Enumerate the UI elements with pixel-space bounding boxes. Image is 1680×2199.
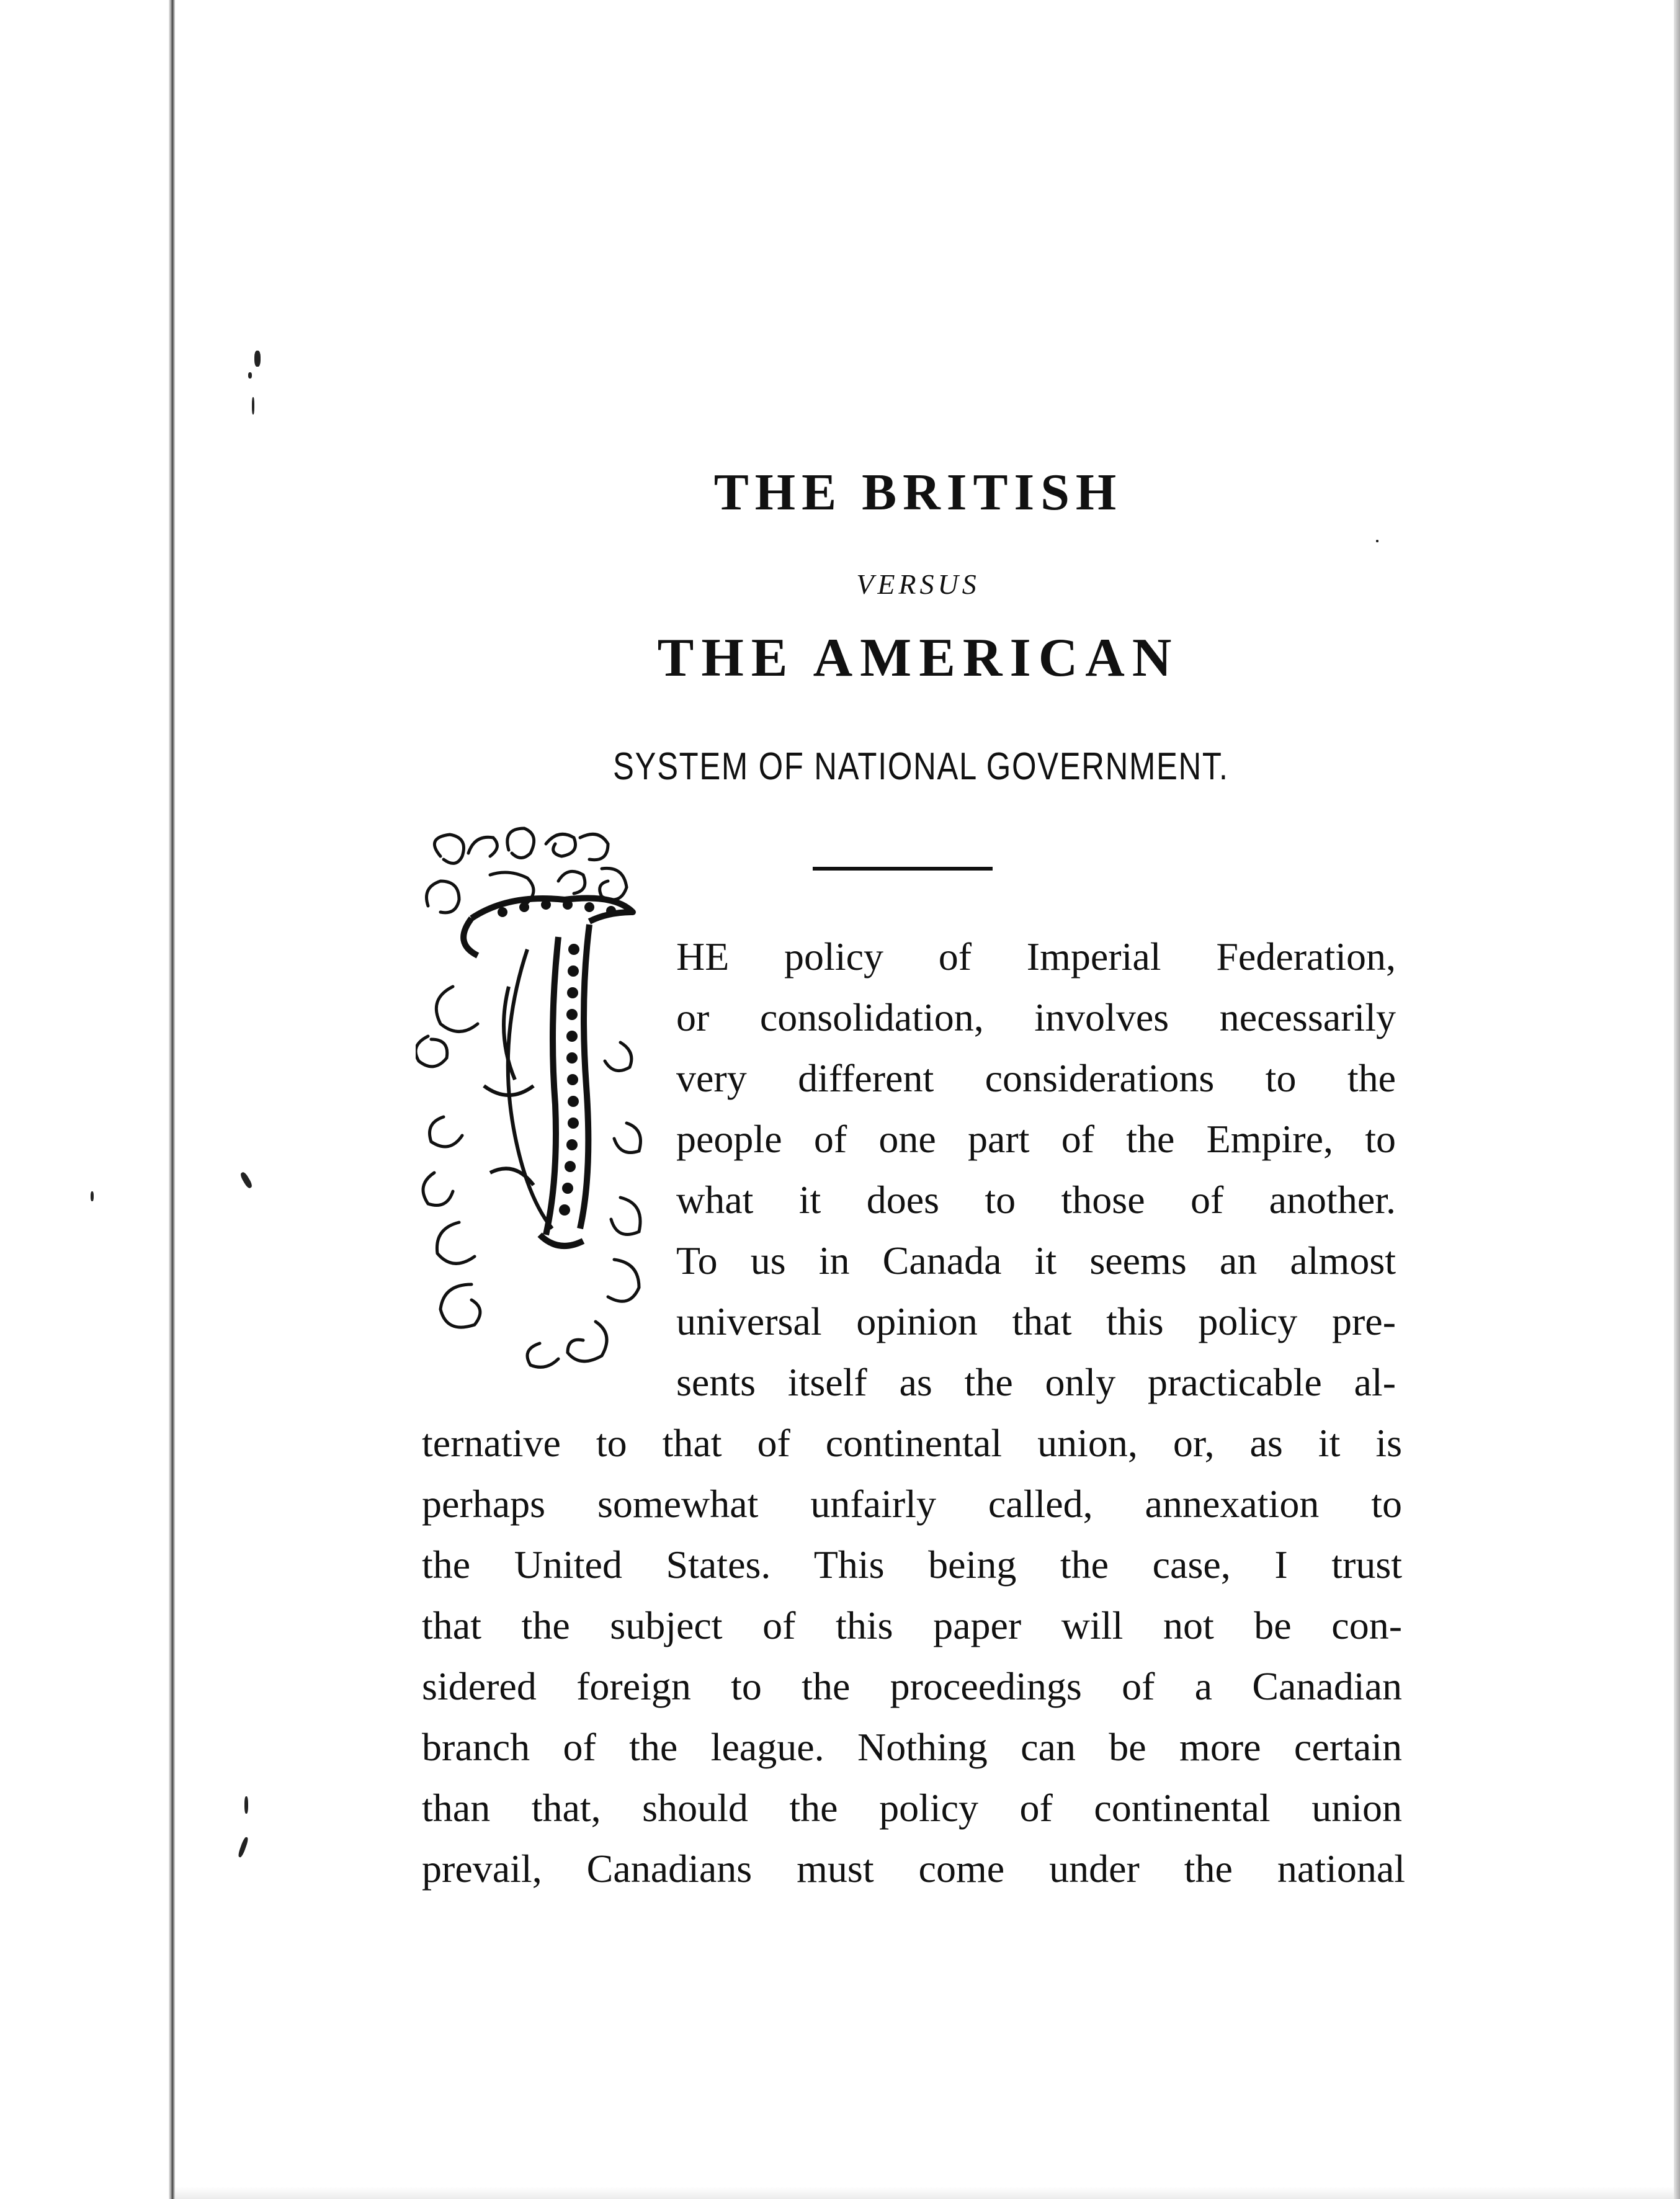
body-line: that the subject of this paper will not be con- bbox=[422, 1603, 1402, 1647]
body-line: perhaps somewhat unfairly called, annexation to bbox=[422, 1482, 1402, 1526]
title-line-1: THE BRITISH bbox=[713, 464, 1123, 521]
body-line: sents itself as the only practicable al- bbox=[676, 1360, 1396, 1404]
facing-page-edge bbox=[0, 0, 169, 2199]
body-line: sidered foreign to the proceedings of a Canadian bbox=[422, 1664, 1402, 1708]
body-line: very different considerations to the bbox=[676, 1056, 1396, 1100]
section-rule bbox=[813, 867, 993, 871]
body-line: or consolidation, involves necessarily bbox=[676, 995, 1396, 1039]
right-page-edge bbox=[1674, 0, 1680, 2199]
body-line: To us in Canada it seems an almost bbox=[676, 1238, 1396, 1283]
versus-label: VERSUS bbox=[856, 568, 980, 600]
body-line: universal opinion that this policy pre- bbox=[676, 1299, 1396, 1343]
page-gutter bbox=[169, 0, 175, 2199]
body-line: branch of the league. Nothing can be more certain bbox=[422, 1725, 1402, 1769]
body-line: the United States. This being the case, I trust bbox=[422, 1543, 1402, 1587]
body-line: than that, should the policy of continental union bbox=[422, 1786, 1402, 1830]
subtitle: SYSTEM OF NATIONAL GOVERNMENT. bbox=[613, 745, 1229, 788]
body-line: people of one part of the Empire, to bbox=[676, 1117, 1396, 1161]
bottom-page-edge bbox=[175, 2187, 1674, 2199]
body-line: ternative to that of continental union, or, as it is bbox=[422, 1421, 1402, 1465]
body-line: prevail, Canadians must come under the national bbox=[422, 1847, 1405, 1891]
title-line-2: THE AMERICAN bbox=[657, 628, 1179, 688]
body-line: what it does to those of another. bbox=[676, 1178, 1396, 1222]
body-line: HE policy of Imperial Federation, bbox=[676, 934, 1396, 979]
ornamental-initial-t-icon bbox=[416, 825, 664, 1384]
